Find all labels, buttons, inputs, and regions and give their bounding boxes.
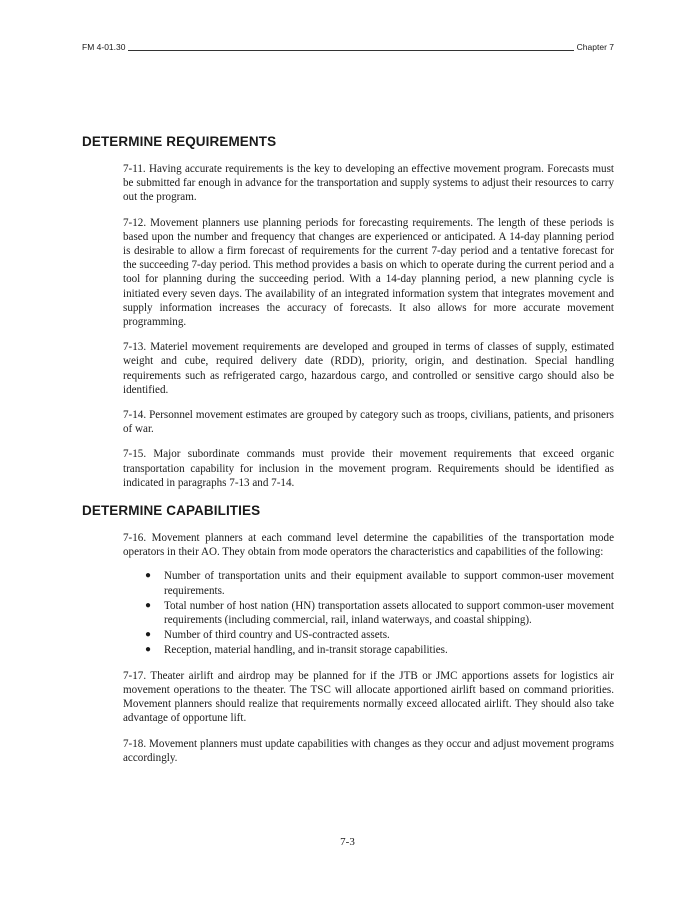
paragraph-7-12: 7-12. Movement planners use planning periods for forecasting requirements. The length of these periods is based upon the number and frequency that changes are experienced or anticipated. A 14-day planning period is desirable to allow a firm forecast of requirements for the current 7-day period and a tentative forecast for the succeeding 7-day period. This method provides a basis on which to operate during the current period and a tool for planning during the succeeding period. With a 14-day planning period, a new planning cycle is initiated every seven days. The availability of an integrated information system that integrates movement and supply information increases the accuracy of forecasts. It also allows for more accurate movement programming. — [123, 216, 614, 329]
list-item — [123, 599, 614, 627]
paragraph-7-11: 7-11. Having accurate requirements is the key to developing an effective movement program. Forecasts must be submitted far enough in advance for the transportation and supply systems to adjust their resources to carry out the program. — [123, 163, 614, 204]
list-item — [123, 569, 614, 597]
paragraph-7-16: 7-16. Movement planners at each command level determine the capabilities of the transportation mode operators in their AO. They obtain from mode operators the characteristics and capabilities of the following: — [123, 532, 614, 559]
page-header — [82, 40, 614, 52]
bullet-icon: ● — [145, 599, 152, 611]
paragraph-7-17: 7-17. Theater airlift and airdrop may be planned for if the JTB or JMC apportions assets for logistics air movement operations to the theater. The TSC will allocate apportioned airlift based on command priorities. Movement planners should realize that requirements normally exceed allocated airlift. They should also take advantage of opportune lift. — [123, 669, 614, 725]
capabilities-bullet-list — [123, 569, 614, 657]
paragraph-7-15: 7-15. Major subordinate commands must provide their movement requirements that exceed organic transportation capability for inclusion in the movement program. Requirements should be identified as indicated in paragraphs 7-13 and 7-14. — [123, 448, 614, 489]
paragraph-7-18: 7-18. Movement planners must update capabilities with changes as they occur and adjust movement programs accordingly. — [123, 737, 614, 764]
bullet-text: Number of third country and US-contracted assets. — [164, 629, 390, 642]
bullet-text: Total number of host nation (HN) transportation assets allocated to support common-user movement requirements (including commercial, rail, inland waterways, and coastal shipping). — [164, 599, 614, 627]
bullet-text: Number of transportation units and their equipment available to support common-user movement requirements. — [164, 570, 614, 597]
list-item — [123, 643, 614, 657]
bullet-icon: ● — [145, 629, 152, 641]
header-rule — [128, 50, 573, 51]
list-item — [123, 628, 614, 642]
bullet-text: Reception, material handling, and in-transit storage capabilities. — [164, 644, 448, 657]
section-title-capabilities: DETERMINE CAPABILITIES — [82, 503, 261, 519]
bullet-icon: ● — [145, 570, 152, 582]
bullet-icon: ● — [145, 644, 152, 656]
section-title-requirements: DETERMINE REQUIREMENTS — [82, 134, 277, 149]
paragraph-7-14: 7-14. Personnel movement estimates are grouped by category such as troops, civilians, patients, and prisoners of war. — [123, 409, 614, 436]
header-chapter: Chapter 7 — [576, 42, 614, 52]
page-content — [82, 134, 614, 765]
page-number: 7-3 — [340, 836, 355, 848]
paragraph-7-13: 7-13. Materiel movement requirements are developed and grouped in terms of classes of supply, estimated weight and cube, required delivery date (RDD), priority, origin, and destination. Special handling requirements such as refrigerated cargo, hazardous cargo, and controlled or sensitive cargo should also be identified. — [123, 341, 614, 396]
header-manual-number: FM 4-01.30 — [82, 42, 126, 52]
